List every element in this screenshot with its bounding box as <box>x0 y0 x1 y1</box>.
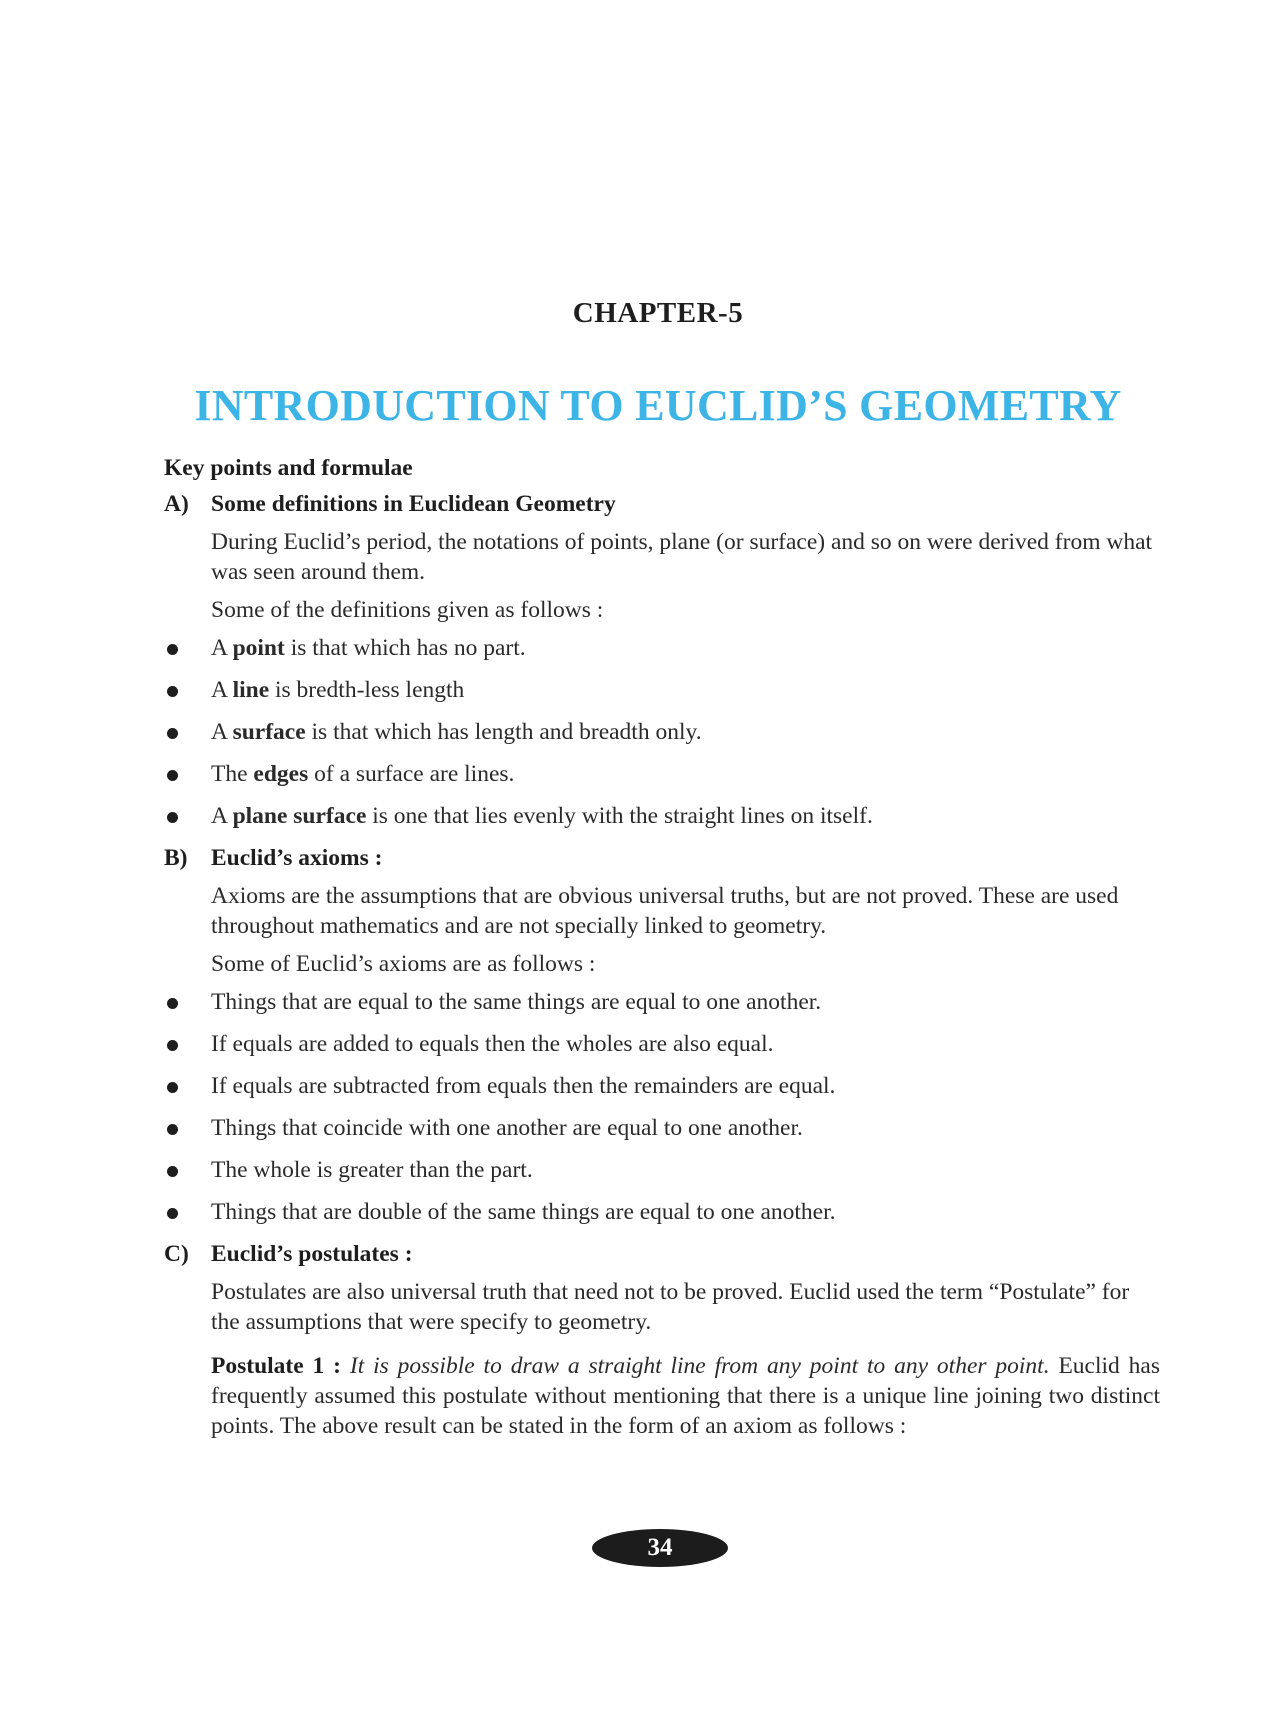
section-b-lead: Some of Euclid’s axioms are as follows : <box>211 951 596 977</box>
page-number-badge: 34 <box>592 1529 728 1567</box>
postulate-1 <box>211 1351 1160 1441</box>
section-a-lead: Some of the definitions given as follows : <box>211 597 604 623</box>
chapter-title: INTRODUCTION TO EUCLID’S GEOMETRY <box>194 381 1122 430</box>
postulate-1-label: Postulate 1 : <box>211 1353 341 1379</box>
section-a-letter: A) <box>164 491 189 517</box>
list-item: The edges of a surface are lines. <box>164 759 1160 789</box>
list-item: The whole is greater than the part. <box>164 1155 1160 1185</box>
list-item: A plane surface is one that lies evenly with the straight lines on itself. <box>164 801 1160 831</box>
section-b-title: Euclid’s axioms : <box>211 845 383 871</box>
section-b-letter: B) <box>164 845 188 871</box>
defined-term: point <box>232 635 285 661</box>
list-item: A point is that which has no part. <box>164 633 1160 663</box>
section-c-intro: Postulates are also universal truth that need not to be proved. Euclid used the term “Postulate” for the assumptions that were specify to geometry. <box>211 1279 1130 1335</box>
key-points-heading: Key points and formulae <box>164 455 413 481</box>
postulate-1-remark: Euclid has frequently assumed this postulate without mentioning that there is a unique line joining two distinct points. The above result can be stated in the form of an axiom as follows : <box>211 1353 1160 1439</box>
section-a-title: Some definitions in Euclidean Geometry <box>211 491 616 517</box>
bullet-icon <box>167 770 178 781</box>
bullet-icon <box>167 1040 178 1051</box>
chapter-number: CHAPTER-5 <box>572 297 744 329</box>
bullet-icon <box>167 686 178 697</box>
bullet-icon <box>167 1082 178 1093</box>
list-item: Things that are double of the same things are equal to one another. <box>164 1197 1160 1227</box>
section-c-heading <box>164 1239 1160 1269</box>
list-item: A line is bredth-less length <box>164 675 1160 705</box>
section-c-letter: C) <box>164 1241 189 1267</box>
section-b-intro: Axioms are the assumptions that are obvious universal truths, but are not proved. These are used throughout mathematics and are not specially linked to geometry. <box>211 883 1119 939</box>
page-content <box>164 453 1160 1441</box>
list-item: A surface is that which has length and breadth only. <box>164 717 1160 747</box>
bullet-icon <box>167 1166 178 1177</box>
bullet-icon <box>167 998 178 1009</box>
postulate-1-statement: It is possible to draw a straight line from any point to any other point. <box>349 1353 1050 1379</box>
defined-term: surface <box>232 719 306 745</box>
definitions-list <box>164 633 1160 831</box>
defined-term: edges <box>253 761 309 787</box>
axioms-list <box>164 987 1160 1227</box>
list-item: Things that coincide with one another are equal to one another. <box>164 1113 1160 1143</box>
bullet-icon <box>167 728 178 739</box>
list-item: Things that are equal to the same things are equal to one another. <box>164 987 1160 1017</box>
bullet-icon <box>167 1124 178 1135</box>
section-c-title: Euclid’s postulates : <box>211 1241 413 1267</box>
defined-term: line <box>232 677 270 703</box>
bullet-icon <box>167 812 178 823</box>
section-a-heading <box>164 489 1160 519</box>
bullet-icon <box>167 1208 178 1219</box>
defined-term: plane surface <box>232 803 367 829</box>
bullet-icon <box>167 644 178 655</box>
section-a-intro: During Euclid’s period, the notations of points, plane (or surface) and so on were derived from what was seen around them. <box>211 529 1153 585</box>
section-b-heading <box>164 843 1160 873</box>
list-item: If equals are added to equals then the wholes are also equal. <box>164 1029 1160 1059</box>
list-item: If equals are subtracted from equals then the remainders are equal. <box>164 1071 1160 1101</box>
